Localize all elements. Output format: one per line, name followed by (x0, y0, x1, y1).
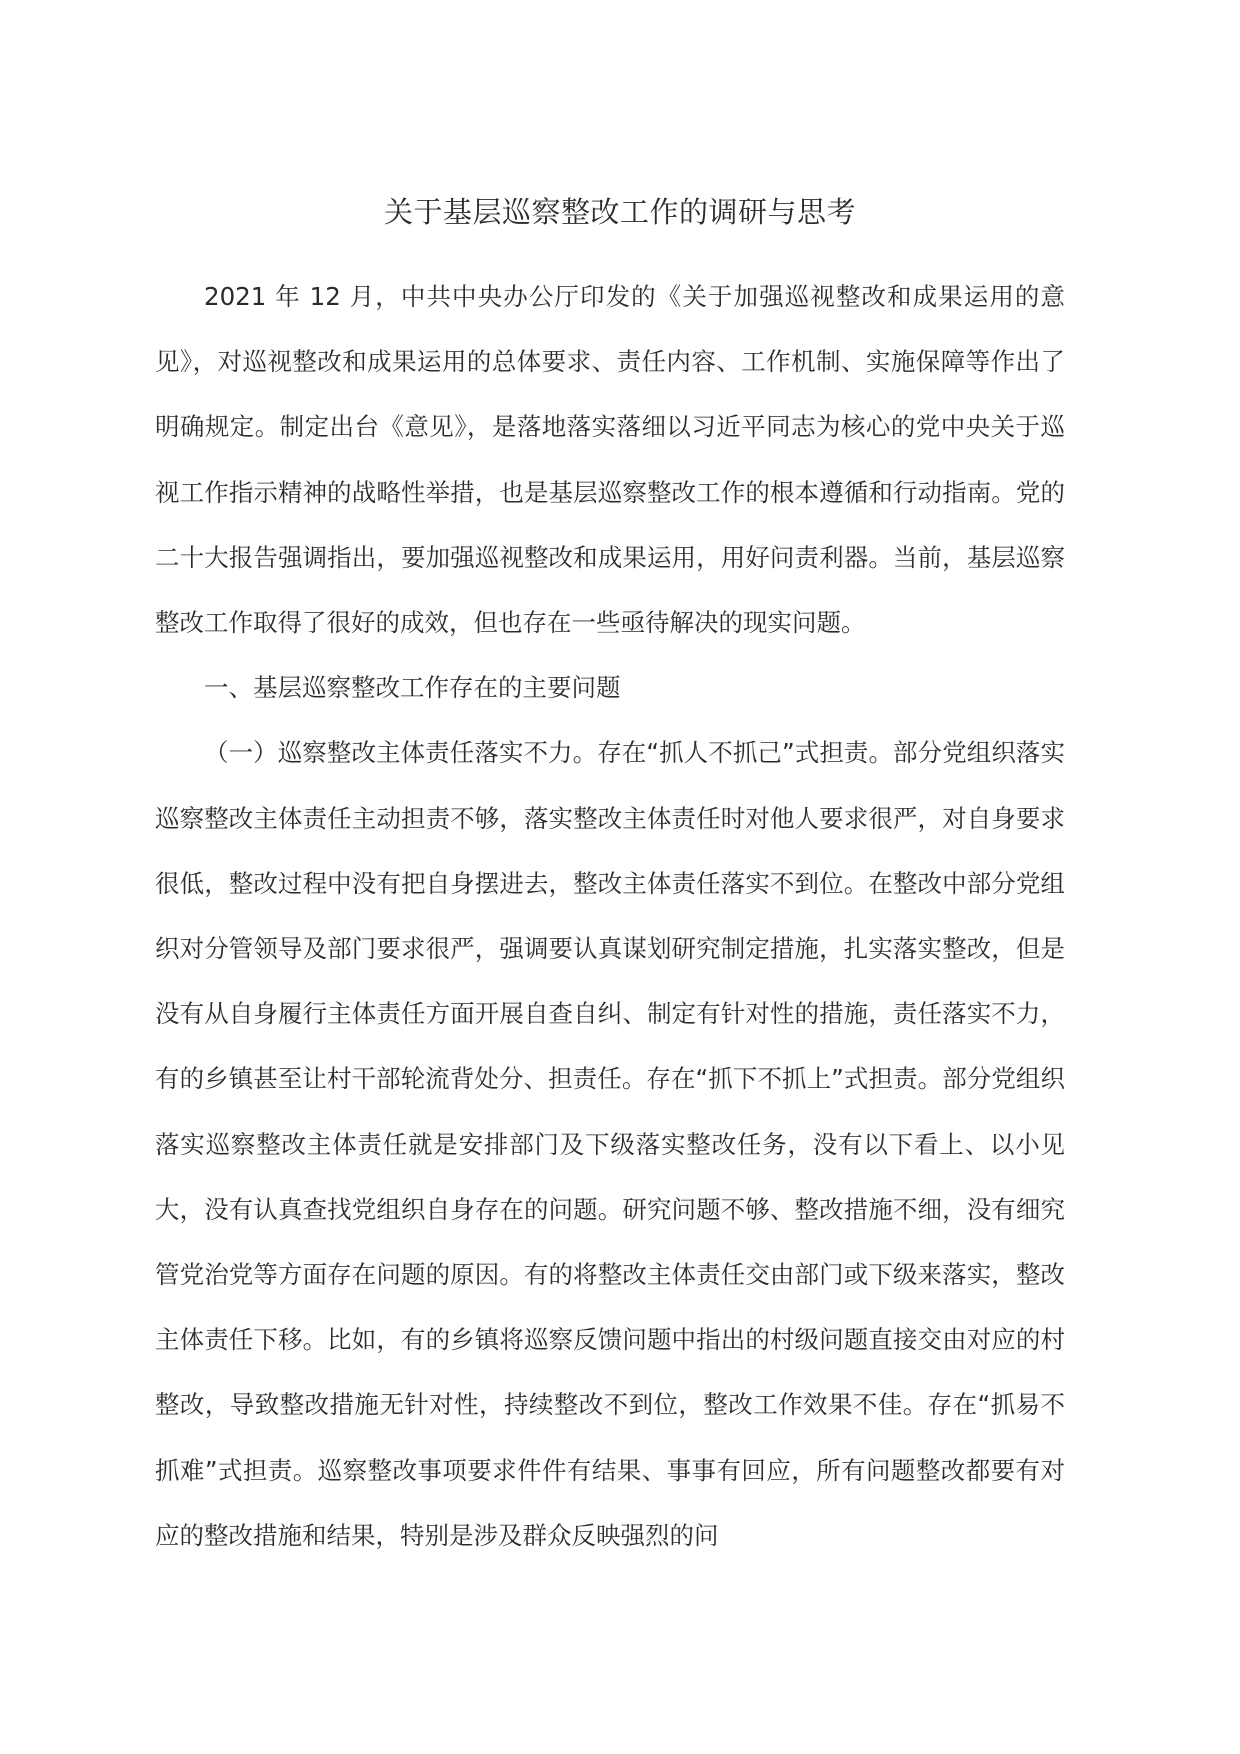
document-body (155, 264, 1065, 1568)
section-paragraph: （一）巡察整改主体责任落实不力。存在“抓人不抓己”式担责。部分党组织落实巡察整改主体责任主动担责不够，落实整改主体责任时对他人要求很严，对自身要求很低，整改过程中没有把自身摆进去，整改主体责任落实不到位。在整改中部分党组织对分管领导及部门要求很严，强调要认真谋划研究制定措施，扎实落实整改，但是没有从自身履行主体责任方面开展自查自纠、制定有针对性的措施，责任落实不力，有的乡镇甚至让村干部轮流背处分、担责任。存在“抓下不抓上”式担责。部分党组织落实巡察整改主体责任就是安排部门及下级落实整改任务，没有以下看上、以小见大，没有认真查找党组织自身存在的问题。研究问题不够、整改措施不细，没有细究管党治党等方面存在问题的原因。有的将整改主体责任交由部门或下级来落实，整改主体责任下移。比如，有的乡镇将巡察反馈问题中指出的村级问题直接交由对应的村整改，导致整改措施无针对性，持续整改不到位，整改工作效果不佳。存在“抓易不抓难”式担责。巡察整改事项要求件件有结果、事事有回应，所有问题整改都要有对应的整改措施和结果，特别是涉及群众反映强烈的问 (155, 738, 1065, 1550)
document-title: 关于基层巡察整改工作的调研与思考 (383, 195, 856, 229)
intro-paragraph: 2021 年 12 月，中共中央办公厅印发的《关于加强巡视整改和成果运用的意见》，对巡视整改和成果运用的总体要求、责任内容、工作机制、实施保障等作出了明确规定。制定出台《意见》，是落地落实落细以习近平同志为核心的党中央关于巡视工作指示精神的战略性举措，也是基层巡察整改工作的根本遵循和行动指南。党的二十大报告强调指出，要加强巡视整改和成果运用，用好问责利器。当前，基层巡察整改工作取得了很好的成效，但也存在一些亟待解决的现实问题。 (155, 282, 1065, 638)
section-heading: 一、基层巡察整改工作存在的主要问题 (204, 673, 621, 703)
